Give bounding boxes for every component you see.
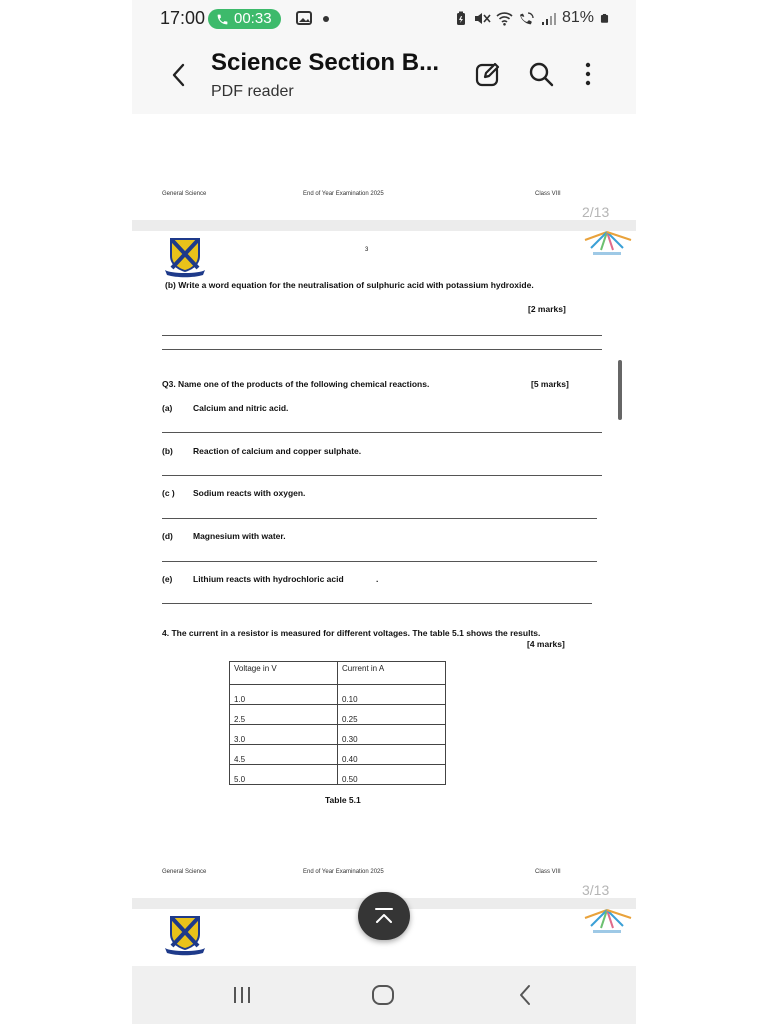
page-number: 3 — [365, 247, 369, 253]
table-row — [230, 705, 446, 725]
footer-subject: General Science — [162, 191, 207, 197]
document-title: Science Section B... — [211, 49, 440, 76]
app-bar — [132, 38, 636, 114]
page-separator — [132, 220, 636, 231]
item-e-text: Lithium reacts with hydrochloric acid — [193, 574, 344, 584]
table-header-cell: Voltage in V — [230, 662, 338, 685]
footer-exam: End of Year Examination 2025 — [303, 191, 384, 197]
more-options-icon[interactable] — [574, 60, 602, 88]
table-cell: 1.0 — [230, 685, 338, 705]
question-4: 4. The current in a resistor is measured for different voltages. The table 5.1 shows the results. — [162, 628, 541, 638]
battery-icon — [599, 11, 610, 26]
item-d-label: (d) — [162, 531, 173, 541]
answer-line — [162, 561, 597, 562]
table-cell: 0.10 — [338, 685, 446, 705]
exam-board-logo — [581, 230, 633, 258]
table-header-row — [230, 662, 446, 685]
gallery-icon — [296, 11, 312, 25]
question-3-marks: [5 marks] — [531, 379, 569, 389]
system-nav-bar — [132, 966, 636, 1024]
table-row — [230, 725, 446, 745]
wifi-icon — [496, 11, 513, 26]
footer-class: Class VIII — [535, 191, 561, 197]
item-e-label: (e) — [162, 574, 173, 584]
search-icon[interactable] — [527, 60, 555, 88]
battery-saver-icon — [452, 11, 469, 26]
ongoing-call-pill[interactable] — [208, 9, 281, 29]
question-4-marks: [4 marks] — [527, 639, 565, 649]
footer-class: Class VIII — [535, 869, 561, 875]
signal-icon — [540, 11, 557, 26]
wifi-calling-icon — [518, 11, 535, 26]
answer-line — [162, 432, 602, 433]
answer-line — [162, 475, 602, 476]
phone-screen — [132, 0, 636, 1024]
answer-line — [162, 349, 602, 350]
table-row — [230, 745, 446, 765]
table-cell: 5.0 — [230, 765, 338, 785]
school-crest-logo — [163, 236, 207, 278]
recents-icon[interactable] — [229, 983, 255, 1007]
table-header-cell: Current in A — [338, 662, 446, 685]
exam-board-logo — [581, 908, 633, 936]
item-c-text: Sodium reacts with oxygen. — [193, 488, 306, 498]
status-icons — [452, 9, 610, 27]
answer-line — [162, 518, 597, 519]
question-2b: (b) Write a word equation for the neutralisation of sulphuric acid with potassium hydroxide. — [165, 280, 534, 290]
page-indicator: 2/13 — [582, 204, 610, 220]
table-cell: 0.40 — [338, 745, 446, 765]
status-time: 17:00 — [160, 8, 206, 28]
phone-icon — [216, 13, 229, 26]
item-a-text: Calcium and nitric acid. — [193, 403, 289, 413]
item-b-label: (b) — [162, 446, 173, 456]
edit-icon[interactable] — [474, 60, 502, 88]
table-cell: 0.25 — [338, 705, 446, 725]
call-duration: 00:33 — [234, 10, 272, 27]
mute-icon — [474, 11, 491, 26]
pdf-document-view[interactable] — [132, 114, 636, 966]
item-b-text: Reaction of calcium and copper sulphate. — [193, 446, 362, 456]
school-crest-logo — [163, 914, 207, 956]
table-cell: 3.0 — [230, 725, 338, 745]
status-bar — [132, 0, 636, 38]
page-indicator: 3/13 — [582, 882, 610, 898]
table-row — [230, 765, 446, 785]
scroll-to-top-button[interactable] — [358, 892, 410, 940]
footer-subject: General Science — [162, 869, 207, 875]
table-row — [230, 685, 446, 705]
table-caption: Table 5.1 — [325, 795, 361, 805]
battery-percent: 81% — [561, 9, 594, 26]
question-2b-marks: [2 marks] — [528, 304, 566, 314]
answer-line — [162, 335, 602, 336]
back-nav-icon[interactable] — [512, 983, 538, 1007]
item-d-text: Magnesium with water. — [193, 531, 286, 541]
table-cell: 0.50 — [338, 765, 446, 785]
back-icon[interactable] — [166, 58, 192, 92]
scroll-to-top-icon — [372, 906, 396, 926]
results-table — [229, 661, 446, 785]
table-cell: 0.30 — [338, 725, 446, 745]
footer-exam: End of Year Examination 2025 — [303, 869, 384, 875]
item-a-label: (a) — [162, 403, 173, 413]
scroll-thumb[interactable] — [618, 360, 622, 420]
item-c-label: (c ) — [162, 488, 175, 498]
app-subtitle: PDF reader — [211, 83, 294, 100]
home-icon[interactable] — [370, 983, 396, 1007]
table-cell: 2.5 — [230, 705, 338, 725]
table-cell: 4.5 — [230, 745, 338, 765]
question-3: Q3. Name one of the products of the following chemical reactions. — [162, 379, 430, 389]
item-e-dot: . — [376, 574, 379, 584]
answer-line — [162, 603, 592, 604]
notification-dot — [323, 16, 329, 22]
